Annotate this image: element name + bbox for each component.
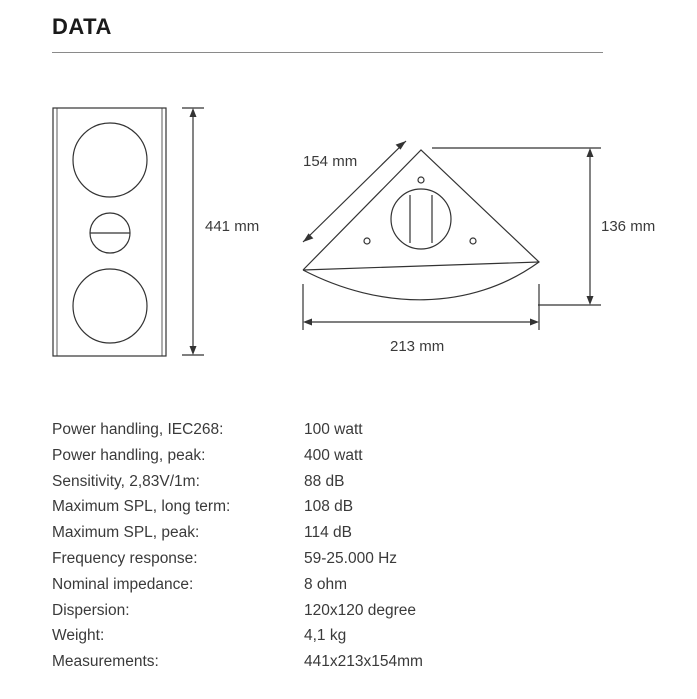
arrow-head xyxy=(303,319,312,326)
corner-view xyxy=(303,150,539,300)
spec-value: 441x213x154mm xyxy=(304,653,423,671)
arrow-head xyxy=(396,141,406,150)
spec-label: Power handling, IEC268: xyxy=(52,421,224,438)
front-height-label: 441 mm xyxy=(205,218,260,235)
mounting-hole-top xyxy=(418,177,424,183)
spec-label: Power handling, peak: xyxy=(52,446,206,464)
spec-row xyxy=(52,602,612,628)
spec-value: 59-25.000 Hz xyxy=(304,549,398,567)
spec-value: 400 watt xyxy=(304,446,363,464)
spec-row xyxy=(52,524,612,550)
spec-label: Dispersion: xyxy=(52,601,130,619)
spec-value: 108 dB xyxy=(304,498,354,516)
front-view xyxy=(53,108,166,356)
corner-driver xyxy=(391,189,451,249)
front-height-dimension xyxy=(182,108,204,355)
arrow-head xyxy=(303,233,313,242)
spec-label: Measurements: xyxy=(52,653,159,671)
spec-label: Maximum SPL, peak: xyxy=(52,524,200,542)
spec-row xyxy=(52,498,612,524)
arrow-head xyxy=(587,296,594,305)
page-title: DATA xyxy=(52,14,112,39)
arrow-head xyxy=(190,346,197,355)
spec-value: 4,1 kg xyxy=(304,627,347,645)
spec-value: 88 dB xyxy=(304,472,345,490)
side-height-dimension xyxy=(432,148,601,305)
spec-row xyxy=(52,473,612,499)
mounting-hole-left xyxy=(364,238,370,244)
spec-row xyxy=(52,653,612,679)
arrow-head xyxy=(587,148,594,157)
arrow-head xyxy=(190,108,197,117)
mounting-hole-right xyxy=(470,238,476,244)
spec-row xyxy=(52,421,612,447)
corner-baffle-line xyxy=(303,262,539,270)
spec-row xyxy=(52,627,612,653)
spec-value: 8 ohm xyxy=(304,575,348,593)
side-height-label: 136 mm xyxy=(601,218,656,235)
spec-label: Sensitivity, 2,83V/1m: xyxy=(52,472,200,490)
spec-table xyxy=(52,421,612,679)
corner-cabinet-outline xyxy=(303,150,539,300)
spec-value: 100 watt xyxy=(304,421,363,438)
spec-row xyxy=(52,550,612,576)
front-cabinet-outline xyxy=(53,108,166,356)
front-baffle-outline xyxy=(57,108,162,356)
lower-woofer xyxy=(73,269,147,343)
side-width-label: 213 mm xyxy=(390,338,445,355)
upper-woofer xyxy=(73,123,147,197)
spec-label: Maximum SPL, long term: xyxy=(52,498,231,516)
spec-label: Nominal impedance: xyxy=(52,575,194,593)
side-diagonal-label: 154 mm xyxy=(303,153,358,170)
spec-label: Weight: xyxy=(52,627,105,645)
spec-label: Frequency response: xyxy=(52,549,198,567)
spec-row xyxy=(52,576,612,602)
arrow-head xyxy=(530,319,539,326)
spec-value: 120x120 degree xyxy=(304,601,417,619)
spec-value: 114 dB xyxy=(304,524,352,542)
side-width-dimension xyxy=(303,284,539,330)
spec-row xyxy=(52,447,612,473)
